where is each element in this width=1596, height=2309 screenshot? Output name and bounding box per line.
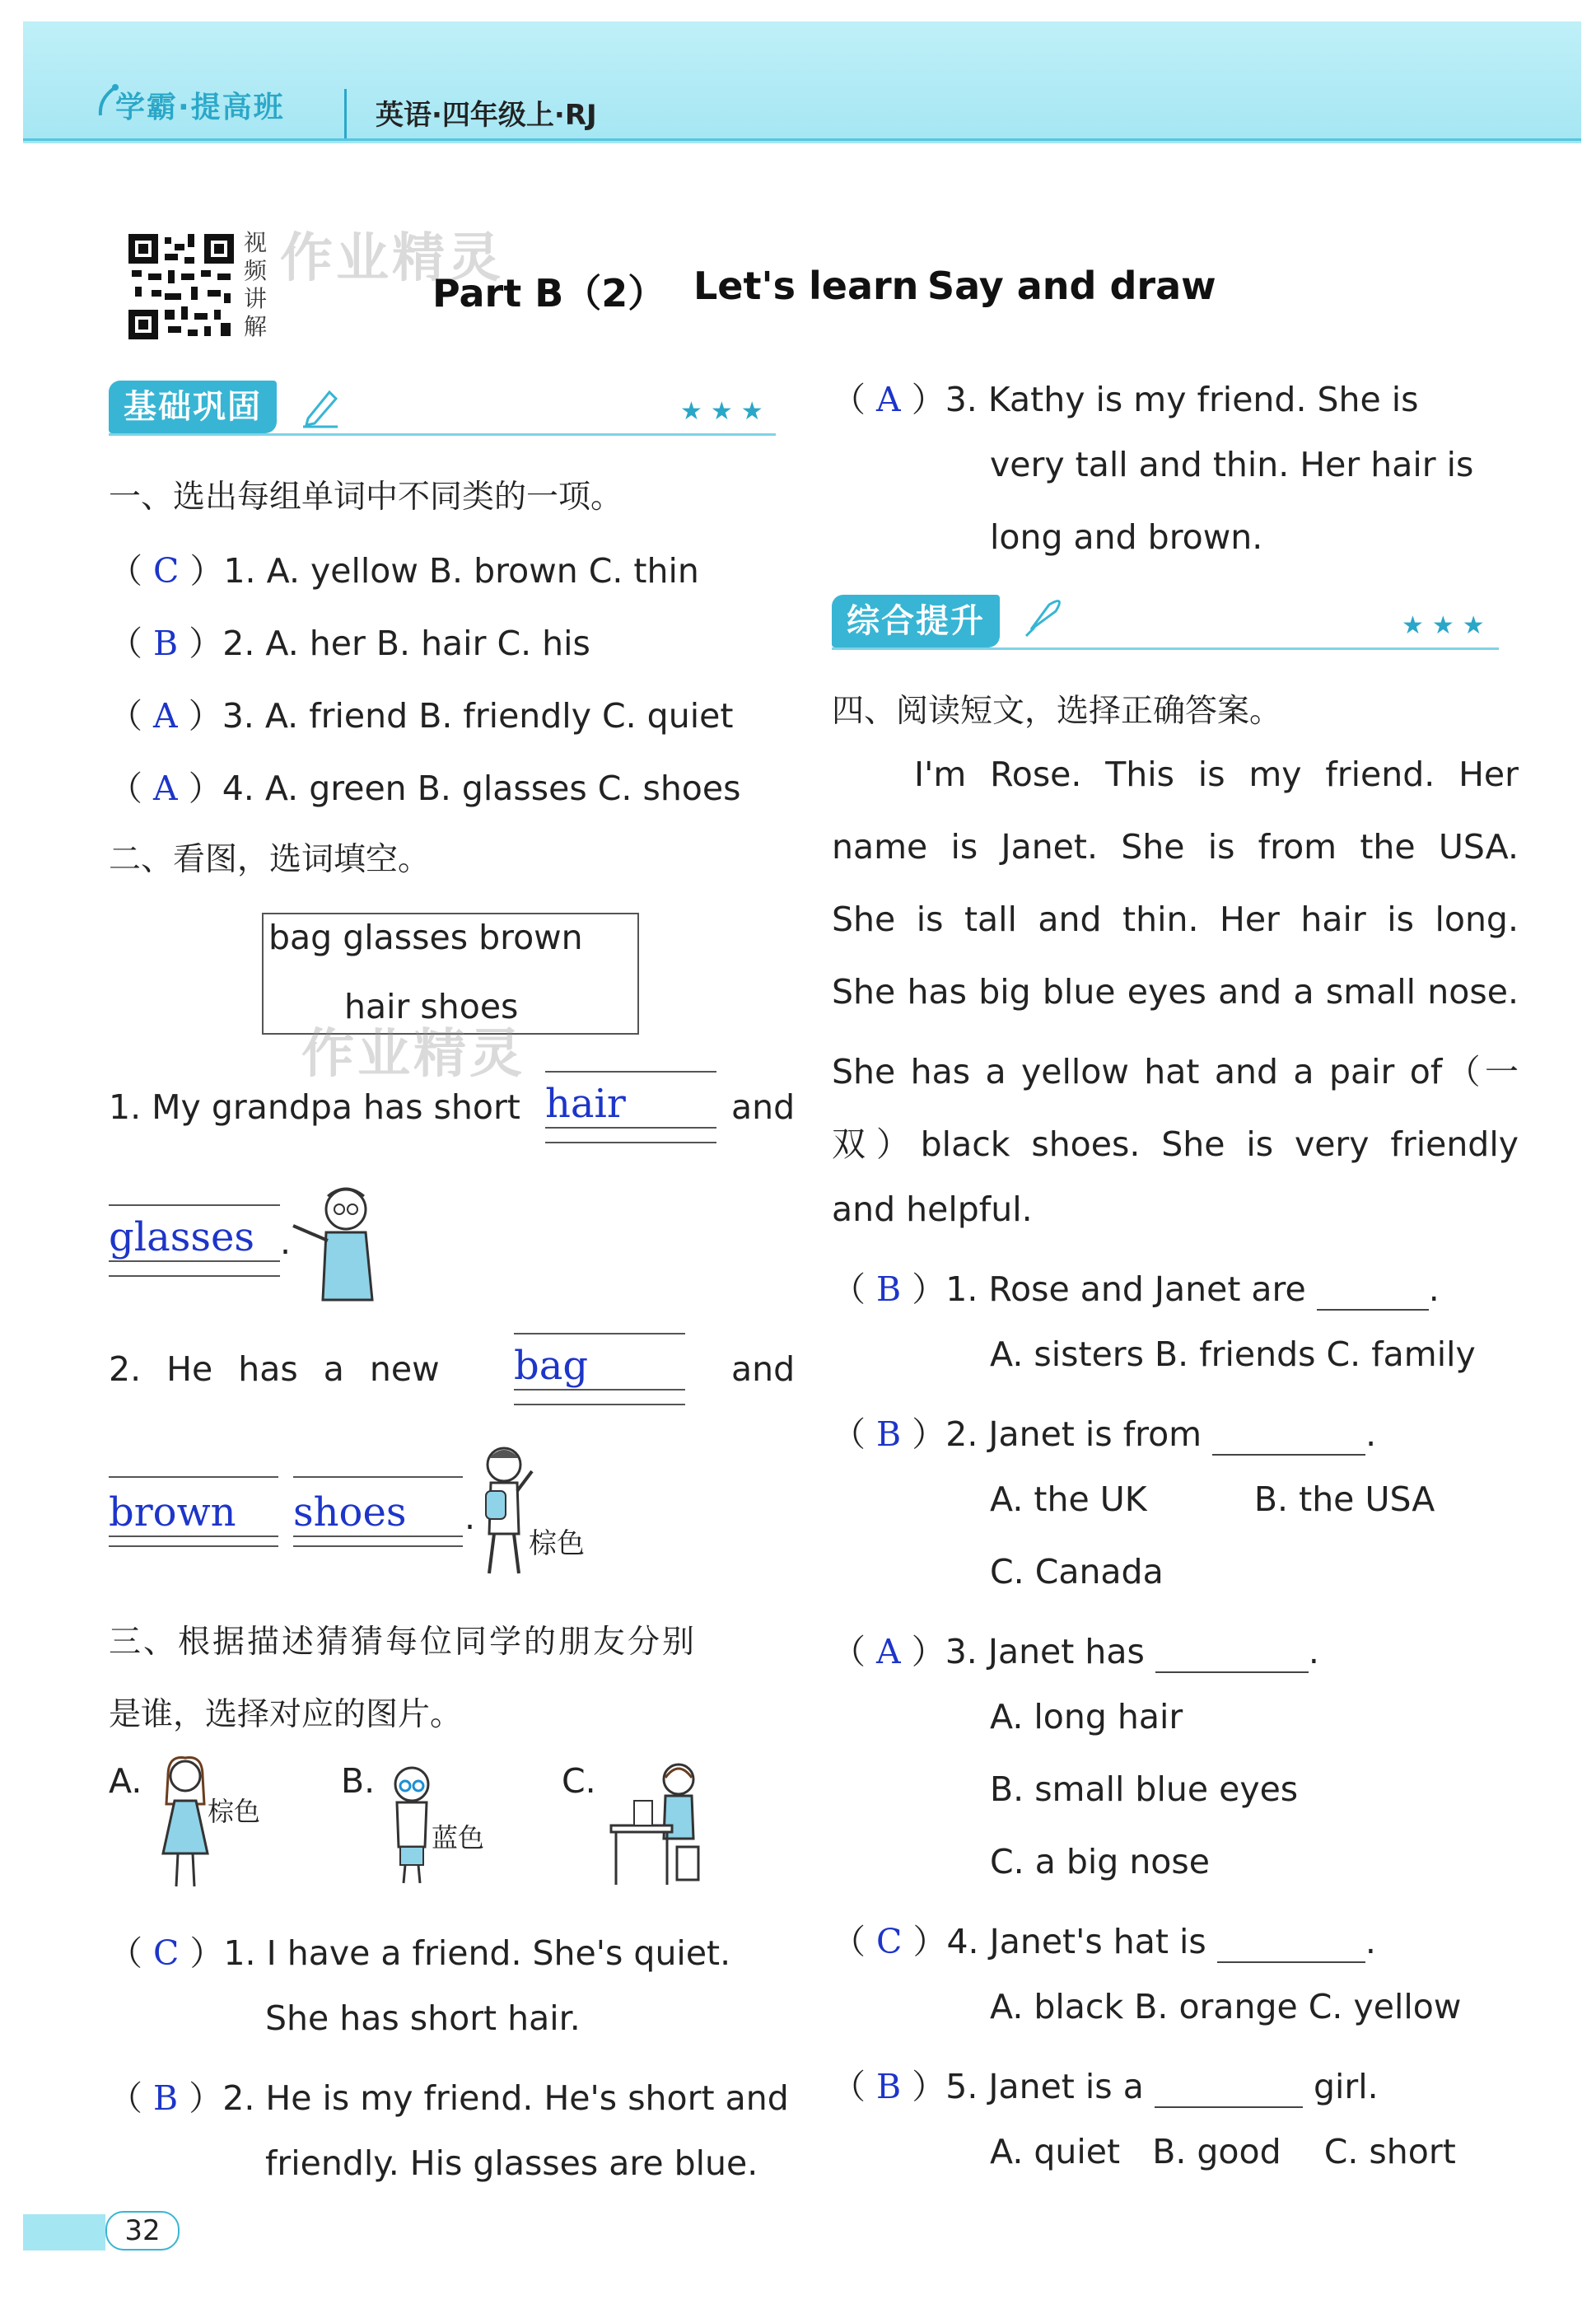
blank-guide [545,1071,716,1073]
blank-guide [545,1142,716,1143]
q2-instruction: 二、看图，选词填空。 [109,841,431,878]
q2-s2-note: 棕色 [529,1527,585,1560]
passage-line-7: and helpful. [832,1190,1033,1229]
subject-label: 英语·四年级上·RJ [376,99,597,132]
section-tag-advanced: 综合提升 [832,595,1000,647]
q2-s1-end: . [280,1222,292,1262]
q3-item-2-line2: friendly. His glasses are blue. [265,2143,758,2183]
q4-item-5-options: A. quiet B. good C. short [990,2132,1456,2171]
q3-instruction-line2: 是谁，选择对应的图片。 [109,1696,463,1733]
section-rule-basic [109,433,776,436]
picture-a-girl[interactable] [156,1755,214,1891]
page-number-band [23,2214,105,2251]
q3-pic-a-label: A. [109,1761,142,1801]
qr-label: 视 频 讲 解 [244,229,268,340]
q3-pic-b-label: B. [341,1761,376,1801]
stars-basic: ★★★ [680,397,772,426]
q1-item-4: （ A ）4. A. green B. glasses C. shoes [109,769,741,808]
q2-s1-answer1[interactable]: hair [545,1081,716,1129]
q3-item-3-line3: long and brown. [990,517,1263,557]
q4-item-3-option-b: B. small blue eyes [990,1769,1299,1809]
q1-instruction: 一、选出每组单词中不同类的一项。 [109,479,623,516]
q3-item-3-line2: very tall and thin. Her hair is [990,445,1474,484]
blank-guide [514,1333,685,1334]
q2-s1-and: and [731,1087,796,1127]
page-title-part: Part B（2） [432,271,666,316]
q2-s2-end: . [464,1498,476,1537]
q3-instruction-line1: 三、根据描述猜猜每位同学的朋友分别 [109,1624,698,1661]
page-number: 32 [105,2211,180,2251]
q3-item-1-line2: She has short hair. [265,1998,581,2038]
q4-item-3-option-a: A. long hair [990,1697,1183,1736]
q2-s2-answer1[interactable]: bag [514,1343,685,1391]
q4-item-4: （ C ）4. Janet's hat is . [832,1922,1376,1961]
page-title-lesson2: Say and draw [927,264,1216,308]
header-rule [23,138,1581,141]
q2-s2-text: 2. He has a new [109,1349,440,1389]
q4-item-2-options-c: C. Canada [990,1552,1164,1592]
q1-item-1: （ C ）1. A. yellow B. brown C. thin [109,551,699,591]
q4-item-3-option-c: C. a big nose [990,1842,1210,1881]
picture-a-note: 棕色 [208,1796,261,1827]
q3-item-1: （ C ）1. I have a friend. She's quiet. [109,1933,731,1973]
brand-name: 学霸·提高班 [115,91,285,124]
blank-guide [109,1275,280,1277]
section-tag-basic: 基础巩固 [109,381,277,433]
pencil-icon [300,386,341,428]
q2-s2-answer2[interactable]: brown [109,1489,278,1537]
q4-instruction: 四、阅读短文，选择正确答案。 [832,693,1282,730]
word-bank-line2: hair shoes [344,987,519,1026]
picture-c-girl-desk[interactable] [604,1756,707,1888]
blank-guide [109,1545,278,1547]
watermark-2: 作业精灵 [301,1024,525,1085]
section-rule-advanced [832,647,1499,650]
passage-line-3: She is tall and thin. Her hair is long. [832,900,1519,939]
q3-item-3: （ A ）3. Kathy is my friend. She is [832,380,1419,419]
q1-item-3: （ A ）3. A. friend B. friendly C. quiet [109,696,734,736]
q4-item-2-options-a: A. the UK B. the USA [990,1479,1435,1519]
q2-s2-and: and [731,1349,796,1389]
passage-line-2: name is Janet. She is from the USA. [832,827,1519,867]
page-title-lesson1: Let's learn [693,264,919,308]
qr-code-icon[interactable] [125,231,237,343]
stars-advanced: ★★★ [1402,611,1493,640]
q4-item-2: （ B ）2. Janet is from . [832,1414,1377,1454]
passage-line-5: She has a yellow hat and a pair of（一 [832,1052,1519,1091]
q2-s2-answer3[interactable]: shoes [293,1489,463,1537]
passage-line-1: I'm Rose. This is my friend. Her [914,755,1519,794]
q2-s1-answer2[interactable]: glasses [109,1214,280,1262]
q4-item-1-options: A. sisters B. friends C. family [990,1334,1476,1374]
q4-item-5: （ B ）5. Janet is a girl. [832,2067,1379,2106]
grandpa-picture [287,1178,384,1302]
word-bank-line1: bag glasses brown [268,918,583,957]
rocket-icon [1020,596,1064,641]
picture-b-note: 蓝色 [432,1822,485,1853]
header-divider [344,89,347,138]
q4-item-3: （ A ）3. Janet has . [832,1632,1319,1671]
q1-item-2: （ B ）2. A. her B. hair C. his [109,624,590,663]
boy-with-bag-picture [471,1442,537,1582]
q3-item-2: （ B ）2. He is my friend. He's short and [109,2078,789,2118]
blank-guide [109,1476,278,1478]
passage-line-4: She has big blue eyes and a small nose. [832,972,1519,1012]
q3-pic-c-label: C. [562,1761,596,1801]
q4-item-4-options: A. black B. orange C. yellow [990,1987,1462,2026]
q4-item-1: （ B ）1. Rose and Janet are . [832,1269,1440,1309]
blank-guide [514,1404,685,1405]
passage-line-6: 双）black shoes. She is very friendly [832,1124,1519,1164]
q2-s1-text: 1. My grandpa has short [109,1087,520,1127]
watermark: 作业精灵 [280,228,504,289]
blank-guide [109,1204,280,1206]
blank-guide [293,1545,463,1547]
blank-guide [293,1476,463,1478]
